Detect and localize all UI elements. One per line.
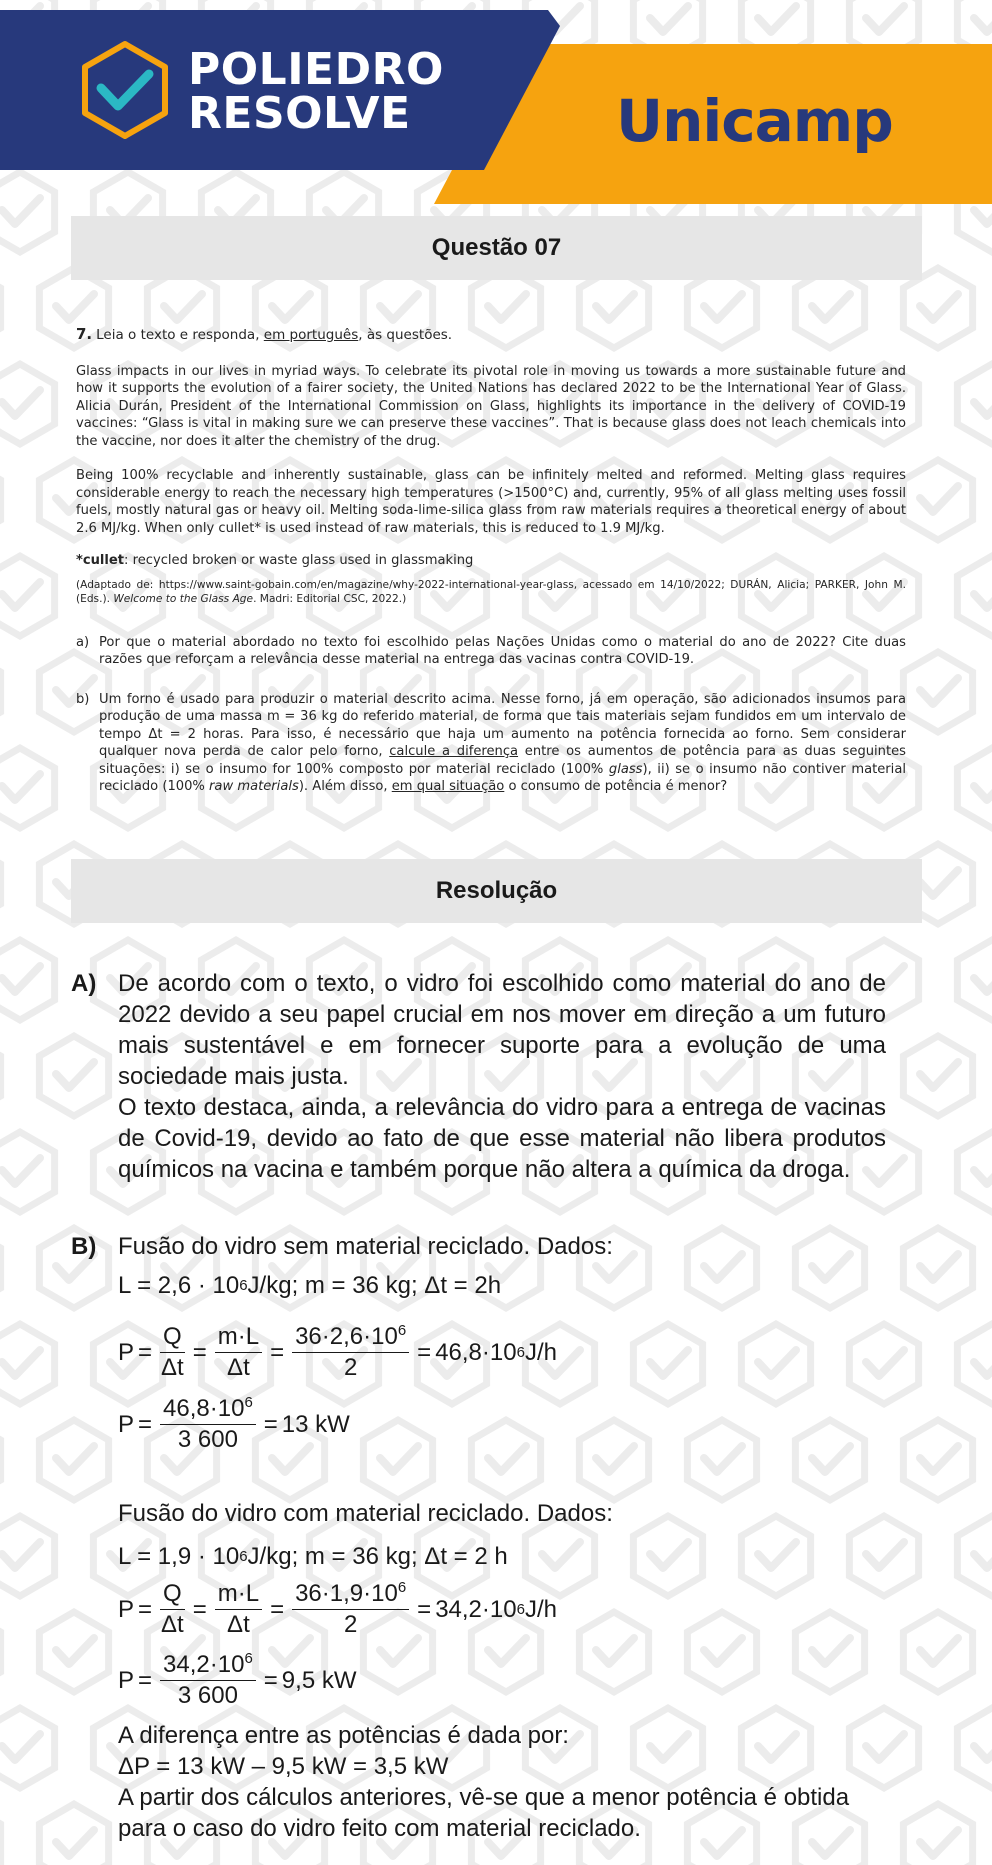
pattern-checkmark-icon: [633, 1708, 702, 1788]
answer-b-label: B): [71, 1233, 97, 1260]
pattern-checkmark-icon: [741, 1132, 810, 1212]
pattern-checkmark-icon: [147, 1036, 216, 1116]
pattern-checkmark-icon: [903, 1228, 972, 1308]
pattern-checkmark-icon: [687, 1612, 756, 1692]
question-item-b: b) Um forno é usado para produzir o material descrito acima. Nesse forno, já em operação, são adicionados insumos para produção de uma massa m = 36 kg do referido material, de forma que tais materiais sejam fundidos em um intervalo de tempo Δt = 2 horas. Para isso, é necessário que haja um aumento na potência fornecida ao forno. Sem considerar qualquer nova perda de calor pelo forno, calcule a diferença entre os aumentos de potência para as duas seguintes situações: i) se o insumo for 100% composto por material reciclado (100% glass), ii) se o insumo não contiver material reciclado (100% raw materials). Além disso, em qual situação o consumo de potência é menor?: [76, 691, 906, 794]
pattern-checkmark-icon: [741, 1516, 810, 1596]
pattern-checkmark-icon: [741, 940, 810, 1020]
power-equation-2: P = $\frac{Q}{\Delta t}$ = $\frac{m\cdot L}{\Delta t}$ = $\frac{36\cdot 1,9\cdot 10^6}{2}$ = 34,2·10 6 J/h: [118, 1579, 557, 1638]
university-name: Unicamp: [616, 87, 893, 155]
data-line-2: L = 1,9 · 10 6 J/kg; m = 36 kg; Δt = 2 h: [118, 1543, 508, 1570]
question-title: Questão 07: [431, 234, 562, 261]
answer-b-intro-1: Fusão do vidro sem material reciclado. Dados:: [118, 1233, 613, 1260]
pattern-checkmark-icon: [201, 940, 270, 1020]
pattern-checkmark-icon: [849, 940, 918, 1020]
pattern-checkmark-icon: [201, 1132, 270, 1212]
pattern-checkmark-icon: [957, 940, 992, 1020]
pattern-checkmark-icon: [309, 1132, 378, 1212]
pattern-checkmark-icon: [903, 1420, 972, 1500]
pattern-checkmark-icon: [309, 1708, 378, 1788]
pattern-checkmark-icon: [417, 1708, 486, 1788]
answer-a-text-1: De acordo com o texto, o vidro foi escolhido como material do ano de 2022 devido a seu papel crucial em nos mover em direção a um futuro mais sustentável e em fornecer suporte para a evolução de uma sociedade mais justa.: [118, 970, 886, 1090]
question-number: 7.: [76, 325, 93, 343]
pattern-checkmark-icon: [0, 652, 1, 732]
pattern-checkmark-icon: [579, 1420, 648, 1500]
pattern-checkmark-icon: [0, 1804, 1, 1865]
pattern-checkmark-icon: [363, 1804, 432, 1865]
pattern-checkmark-icon: [0, 844, 1, 924]
pattern-checkmark-icon: [579, 1036, 648, 1116]
pattern-checkmark-icon: [0, 1324, 55, 1404]
pattern-checkmark-icon: [957, 1516, 992, 1596]
pattern-checkmark-icon: [363, 1036, 432, 1116]
question-block: [76, 326, 906, 796]
pattern-checkmark-icon: [525, 1132, 594, 1212]
pattern-checkmark-icon: [0, 268, 1, 348]
question-item-a: a) Por que o material abordado no texto foi escolhido pelas Nações Unidas como o material do ano de 2022? Cite duas razões que reforçam a relevância desse material na entrega das vacinas contra COVID-19.: [76, 634, 906, 667]
pattern-checkmark-icon: [0, 1132, 55, 1212]
pattern-checkmark-icon: [255, 1804, 324, 1865]
pattern-checkmark-icon: [0, 1708, 55, 1788]
answer-a-label: A): [71, 970, 97, 997]
pattern-checkmark-icon: [309, 1516, 378, 1596]
pattern-checkmark-icon: [255, 1036, 324, 1116]
pattern-checkmark-icon: [849, 1708, 918, 1788]
pattern-checkmark-icon: [903, 268, 972, 348]
pattern-checkmark-icon: [471, 1228, 540, 1308]
answer-b-intro-2: Fusão do vidro com material reciclado. Dados:: [118, 1500, 613, 1527]
pattern-checkmark-icon: [903, 652, 972, 732]
question-paragraph-2: Being 100% recyclable and inherently sustainable, glass can be infinitely melted and reformed. Melting glass requires considerable energy to reach the necessary high temperatures (>1500°C) and, currently, 95% of all glass melting uses fossil fuels, mostly natural gas or heavy oil. Melting soda-lime-silica glass from raw materials requires a theoretical energy of about 2.6 MJ/kg. When only cullet* is used instead of raw materials, this is reduced to 1.9 MJ/kg.: [76, 468, 906, 536]
pattern-checkmark-icon: [255, 1228, 324, 1308]
pattern-checkmark-icon: [147, 1612, 216, 1692]
brand-name-line1: POLIEDRO: [188, 44, 444, 95]
pattern-checkmark-icon: [957, 364, 992, 444]
pattern-checkmark-icon: [795, 1228, 864, 1308]
pattern-checkmark-icon: [417, 1324, 486, 1404]
pattern-checkmark-icon: [849, 1516, 918, 1596]
pattern-checkmark-icon: [39, 1036, 108, 1116]
question-footnote: *cullet: recycled broken or waste glass used in glassmaking: [76, 553, 474, 568]
pattern-checkmark-icon: [417, 1516, 486, 1596]
difference-intro: A diferença entre as potências é dada por:: [118, 1722, 569, 1749]
pattern-checkmark-icon: [93, 1516, 162, 1596]
pattern-checkmark-icon: [849, 1324, 918, 1404]
pattern-checkmark-icon: [957, 1324, 992, 1404]
pattern-checkmark-icon: [39, 1228, 108, 1308]
pattern-checkmark-icon: [957, 1708, 992, 1788]
pattern-checkmark-icon: [309, 1324, 378, 1404]
pattern-checkmark-icon: [255, 1420, 324, 1500]
pattern-checkmark-icon: [39, 1420, 108, 1500]
pattern-checkmark-icon: [687, 1804, 756, 1865]
pattern-checkmark-icon: [687, 1420, 756, 1500]
pattern-checkmark-icon: [633, 1324, 702, 1404]
pattern-checkmark-icon: [795, 1036, 864, 1116]
pattern-checkmark-icon: [0, 1420, 1, 1500]
pattern-checkmark-icon: [0, 1612, 1, 1692]
pattern-checkmark-icon: [579, 1804, 648, 1865]
difference-equation: ΔP = 13 kW – 9,5 kW = 3,5 kW: [118, 1753, 449, 1780]
pattern-checkmark-icon: [201, 1708, 270, 1788]
pattern-checkmark-icon: [39, 1804, 108, 1865]
pattern-checkmark-icon: [957, 1132, 992, 1212]
pattern-checkmark-icon: [417, 1132, 486, 1212]
conclusion-text: A partir dos cálculos anteriores, vê-se que a menor potência é obtida para o caso do vidro feito com material reciclado.: [118, 1784, 850, 1842]
resolution-header-bar: [71, 859, 922, 923]
pattern-checkmark-icon: [633, 1516, 702, 1596]
pattern-checkmark-icon: [957, 556, 992, 636]
pattern-checkmark-icon: [471, 1420, 540, 1500]
pattern-checkmark-icon: [471, 1036, 540, 1116]
pattern-checkmark-icon: [255, 1612, 324, 1692]
question-source: (Adaptado de: https://www.saint-gobain.com/en/magazine/why-2022-international-year-glass, acessado em 14/10/2022; DURÁN, Alicia; PARKER, John M. (Eds.). Welcome to the Glass Age. Madri: Editorial CSC, 2022.): [76, 578, 906, 605]
pattern-checkmark-icon: [0, 1036, 1, 1116]
pattern-checkmark-icon: [687, 1036, 756, 1116]
pattern-checkmark-icon: [93, 940, 162, 1020]
resolution-title: Resolução: [435, 877, 558, 904]
pattern-checkmark-icon: [525, 1516, 594, 1596]
power-result-1: P = $\frac{46,8\cdot 10^6}{3 600}$ = 13 kW: [118, 1394, 350, 1453]
pattern-checkmark-icon: [633, 1132, 702, 1212]
brand-name-line2: RESOLVE: [188, 88, 411, 139]
question-intro: 7. Leia o texto e responda, em português, às questões.: [76, 325, 453, 343]
pattern-checkmark-icon: [957, 748, 992, 828]
pattern-checkmark-icon: [363, 1228, 432, 1308]
pattern-checkmark-icon: [93, 1708, 162, 1788]
pattern-checkmark-icon: [795, 1804, 864, 1865]
pattern-checkmark-icon: [579, 1612, 648, 1692]
pattern-checkmark-icon: [525, 1324, 594, 1404]
pattern-checkmark-icon: [741, 1324, 810, 1404]
pattern-checkmark-icon: [903, 460, 972, 540]
pattern-checkmark-icon: [363, 1612, 432, 1692]
power-result-2: P = $\frac{34,2\cdot 10^6}{3 600}$ = 9,5 kW: [118, 1650, 357, 1709]
data-line-1: L = 2,6 · 10 6 J/kg; m = 36 kg; Δt = 2h: [118, 1272, 502, 1299]
pattern-checkmark-icon: [903, 1612, 972, 1692]
pattern-checkmark-icon: [0, 1516, 55, 1596]
pattern-checkmark-icon: [795, 1612, 864, 1692]
pattern-checkmark-icon: [0, 556, 55, 636]
pattern-checkmark-icon: [147, 1420, 216, 1500]
pattern-checkmark-icon: [849, 1132, 918, 1212]
pattern-checkmark-icon: [795, 1420, 864, 1500]
pattern-checkmark-icon: [201, 1324, 270, 1404]
pattern-checkmark-icon: [417, 940, 486, 1020]
pattern-checkmark-icon: [903, 1036, 972, 1116]
pattern-checkmark-icon: [579, 1228, 648, 1308]
pattern-checkmark-icon: [0, 460, 1, 540]
pattern-checkmark-icon: [471, 1612, 540, 1692]
question-header-bar: [71, 216, 922, 280]
pattern-checkmark-icon: [525, 1708, 594, 1788]
header: [0, 0, 992, 210]
pattern-checkmark-icon: [93, 1132, 162, 1212]
pattern-checkmark-icon: [309, 940, 378, 1020]
pattern-checkmark-icon: [0, 748, 55, 828]
pattern-checkmark-icon: [0, 364, 55, 444]
pattern-checkmark-icon: [741, 1708, 810, 1788]
pattern-checkmark-icon: [201, 1516, 270, 1596]
pattern-checkmark-icon: [525, 940, 594, 1020]
pattern-checkmark-icon: [93, 1324, 162, 1404]
pattern-checkmark-icon: [0, 940, 55, 1020]
pattern-checkmark-icon: [687, 1228, 756, 1308]
pattern-checkmark-icon: [39, 1612, 108, 1692]
pattern-checkmark-icon: [0, 1228, 1, 1308]
pattern-checkmark-icon: [363, 1420, 432, 1500]
pattern-checkmark-icon: [471, 1804, 540, 1865]
question-paragraph-1: Glass impacts in our lives in myriad ways. To celebrate its pivotal role in moving us towards a more sustainable future and how it supports the evolution of a fairer society, the United Nations has declared 2022 to be the International Year of Glass. Alicia Durán, President of the International Commission on Glass, highlights its importance in the delivery of COVID-19 vaccines: “Glass is vital in making sure we can preserve these vaccines”. That is because glass does not leach chemicals into the vaccine, nor does it alter the chemistry of the drug.: [76, 363, 906, 449]
pattern-checkmark-icon: [903, 1804, 972, 1865]
power-equation-1: P = $\frac{Q}{\Delta t}$ = $\frac{m\cdot L}{\Delta t}$ = $\frac{36\cdot 2,6\cdot 10^6}{2}$ = 46,8·10 6 J/h: [118, 1322, 557, 1381]
pattern-checkmark-icon: [633, 940, 702, 1020]
pattern-checkmark-icon: [147, 1804, 216, 1865]
answer-a-text-2: O texto destaca, ainda, a relevância do vidro para a entrega de vacinas de Covid-19, devido ao fato de que esse material não libera produtos químicos na vacina e também porque não altera a química da droga.: [118, 1094, 886, 1183]
pattern-checkmark-icon: [147, 1228, 216, 1308]
